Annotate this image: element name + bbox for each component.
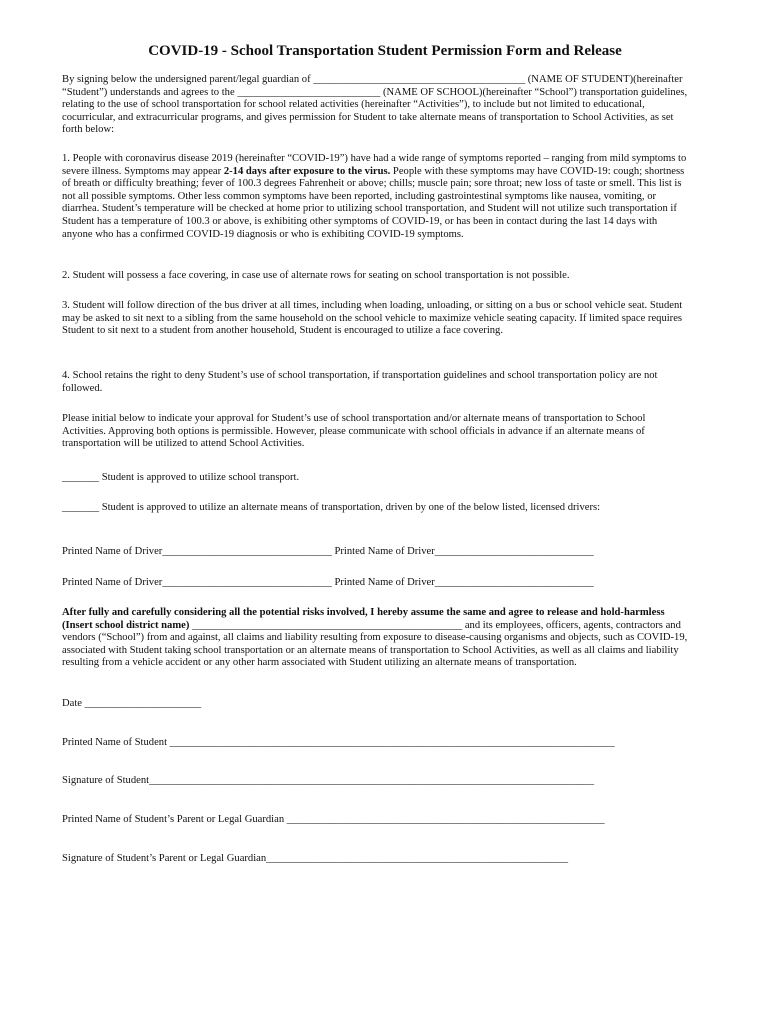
signature-parent-field[interactable]: Signature of Student’s Parent or Legal Guardian_________________________________________________________	[62, 853, 569, 864]
school-district-name-field[interactable]: ___________________________________________________	[189, 619, 463, 631]
release-bold-text: After fully and carefully considering all the potential risks involved, I hereby assume the same and agree to release and hold-harmless (Insert school district name)	[62, 607, 665, 631]
item-2-face-covering: 2. Student will possess a face covering, in case use of alternate rows for seating on school transportation is not possible.	[62, 270, 570, 281]
release-paragraph	[62, 607, 690, 670]
item-1-symptoms	[62, 153, 690, 241]
item-1-text-start: 1. People with coronavirus disease 2019 (hereinafter “COVID-19”) have had a wide range of symptoms reported – ranging from mild symptoms to severe illness. Symptoms may appear	[62, 153, 687, 177]
release-text: and its employees, officers, agents, contractors and vendors (“School”) from and against, all claims and liability resulting from exposure to disease-causing organisms and objects, such as COVID-19, associated with Student taking school transportation or an alternate means of transportation to School Activities, as well as all claims and liability resulting from a vehicle accident or any other harm associated with Student utilizing an alternate means of transportation.	[62, 619, 688, 669]
option-school-transport[interactable]: _______ Student is approved to utilize school transport.	[62, 472, 300, 483]
date-field[interactable]: Date ______________________	[62, 698, 202, 709]
driver-names-row-2[interactable]: Printed Name of Driver________________________________ Printed Name of Driver______________________________	[62, 577, 594, 588]
driver-names-row-1[interactable]: Printed Name of Driver________________________________ Printed Name of Driver______________________________	[62, 546, 594, 557]
item-1-text-end: People with these symptoms may have COVID-19: cough; shortness of breath or difficulty breathing; fever of 100.3 degrees Fahrenheit or above; chills; muscle pain; sore throat; new loss of taste or smell. This list is not all possible symptoms. Other less common symptoms have been reported, including gastrointestinal symptoms like nausea, vomiting, or diarrhea. Student’s temperature will be checked at home prior to utilizing school transportation, and Student will not utilize such transportation if Student has a temperature of 100.3 or above, is exhibiting other symptoms of COVID-19, or has been in contact during the last 14 days with anyone who has a confirmed COVID-19 diagnosis or who is exhibiting COVID-19 symptoms.	[62, 165, 685, 240]
intro-paragraph: By signing below the undersigned parent/legal guardian of ________________________________________ (NAME OF STUDENT)(hereinafter “Student”) understands and agrees to the ___________________________ (NAME OF SCHOOL)(hereinafter “School”) transportation guidelines, relating to the use of school transportation for school related activities (hereinafter “Activities”), to include but not limited to educational, cocurricular, and extracurricular programs, and gives permission for Student to take alternate means of transportation to School Activities, as set forth below:	[62, 74, 688, 136]
printed-name-student-field[interactable]: Printed Name of Student ____________________________________________________________________________________	[62, 737, 615, 748]
signature-student-field[interactable]: Signature of Student____________________________________________________________________________________	[62, 775, 595, 786]
printed-name-parent-field[interactable]: Printed Name of Student’s Parent or Legal Guardian ____________________________________________________________	[62, 814, 605, 825]
item-4-deny-right: 4. School retains the right to deny Student’s use of school transportation, if transportation guidelines and school transportation policy are not followed.	[62, 370, 658, 394]
item-1-bold-text: 2-14 days after exposure to the virus.	[223, 165, 391, 177]
form-title: COVID-19 - School Transportation Student Permission Form and Release	[148, 43, 622, 59]
item-3-bus-driver: 3. Student will follow direction of the bus driver at all times, including when loading, unloading, or sitting on a bus or school vehicle seat. Student may be asked to sit next to a sibling from the same household on the school vehicle to maximize vehicle seating capacity. If limited space requires Student to sit next to a student from another household, Student is encouraged to utilize a face covering.	[62, 300, 683, 337]
option-alternate-transport[interactable]: _______ Student is approved to utilize an alternate means of transportation, driven by one of the below listed, licensed drivers:	[62, 502, 601, 513]
initial-instructions: Please initial below to indicate your approval for Student’s use of school transportation and/or alternate means of transportation to School Activities. Approving both options is permissible. However, please communicate with school officials in advance if an alternate means of transportation will be utilized to attend School Activities.	[62, 413, 646, 450]
